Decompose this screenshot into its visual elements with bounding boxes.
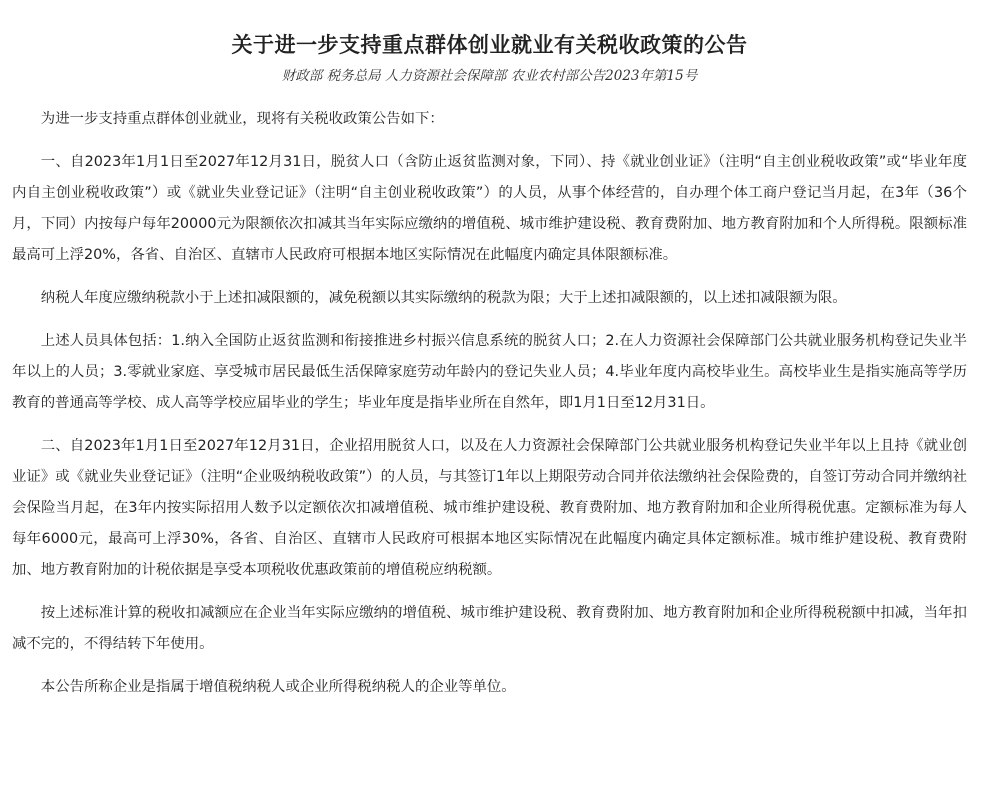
paragraph-intro: 为进一步支持重点群体创业就业，现将有关税收政策公告如下： xyxy=(40,111,444,127)
document xyxy=(12,0,967,703)
paragraph-deduction-limit: 纳税人年度应缴纳税款小于上述扣减限额的，减免税额以其实际缴纳的税款为限；大于上述扣减限额的，以上述扣减限额为限。 xyxy=(40,290,847,306)
paragraph-deduction-rule: 按上述标准计算的税收扣减额应在企业当年实际应缴纳的增值税、城市维护建设税、教育费附加、地方教育附加和企业所得税税额中扣减，当年扣减不完的，不得结转下年使用。 xyxy=(12,605,967,652)
document-title: 关于进一步支持重点群体创业就业有关税收政策的公告 xyxy=(231,32,748,57)
paragraph-article-2: 二、自2023年1月1日至2027年12月31日，企业招用脱贫人口，以及在人力资源社会保障部门公共就业服务机构登记失业半年以上且持《就业创业证》或《就业失业登记证》（注明“企业吸纳税收政策”）的人员，与其签订1年以上期限劳动合同并依法缴纳社会保险费的，自签订劳动合同并缴纳社会保险当月起，在3年内按实际招用人数予以定额依次扣减增值税、城市维护建设税、教育费附加、地方教育附加和企业所得税优惠。定额标准为每人每年6000元，最高可上浮30%，各省、自治区、直辖市人民政府可根据本地区实际情况在此幅度内确定具体定额标准。城市维护建设税、教育费附加、地方教育附加的计税依据是享受本项税收优惠政策前的增值税应纳税额。 xyxy=(12,438,967,578)
paragraph-article-1: 一、自2023年1月1日至2027年12月31日，脱贫人口（含防止返贫监测对象，下同）、持《就业创业证》（注明“自主创业税收政策”或“毕业年度内自主创业税收政策”）或《就业失业登记证》（注明“自主创业税收政策”）的人员，从事个体经营的，自办理个体工商户登记当月起，在3年（36个月，下同）内按每户每年20000元为限额依次扣减其当年实际应缴纳的增值税、城市维护建设税、教育费附加、地方教育附加和个人所得税。限额标准最高可上浮20%，各省、自治区、直辖市人民政府可根据本地区实际情况在此幅度内确定具体限额标准。 xyxy=(12,154,967,263)
paragraph-eligible-persons: 上述人员具体包括：1.纳入全国防止返贫监测和衔接推进乡村振兴信息系统的脱贫人口；2.在人力资源社会保障部门公共就业服务机构登记失业半年以上的人员；3.零就业家庭、享受城市居民最低生活保障家庭劳动年龄内的登记失业人员；4.毕业年度内高校毕业生。高校毕业生是指实施高等学历教育的普通高等学校、成人高等学校应届毕业的学生；毕业年度是指毕业所在自然年，即1月1日至12月31日。 xyxy=(12,333,967,411)
paragraph-enterprise-definition: 本公告所称企业是指属于增值税纳税人或企业所得税纳税人的企业等单位。 xyxy=(40,679,516,695)
document-subtitle: 财政部 税务总局 人力资源社会保障部 农业农村部公告2023年第15号 xyxy=(281,68,698,84)
